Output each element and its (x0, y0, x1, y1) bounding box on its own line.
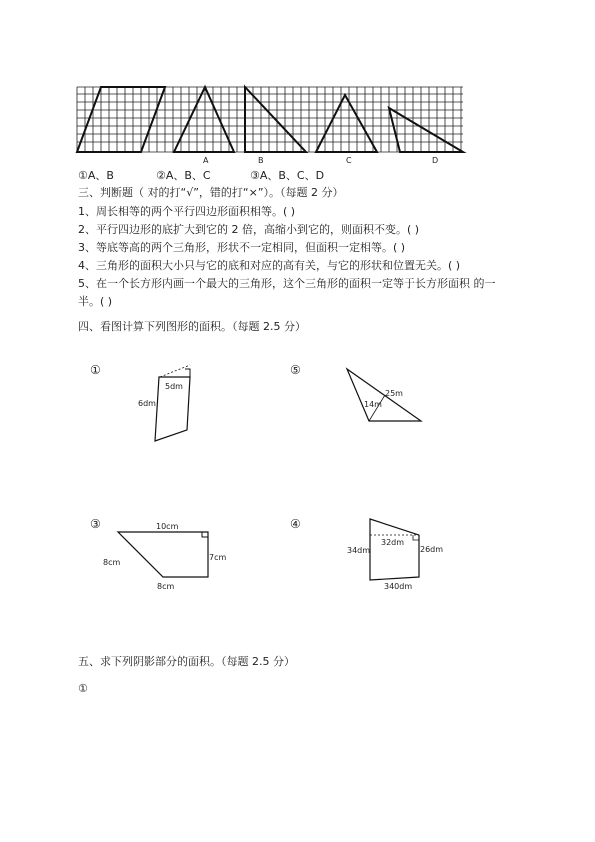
section5-item-1: ① (78, 682, 88, 695)
grid-label-d: D (432, 156, 439, 165)
answer-option-3: ③A、B、C、D (250, 169, 325, 182)
fig2-number: ⑤ (290, 363, 301, 377)
section3-title: 三、判断题（ 对的打“√”，错的打“×”）。（每题 2 分） (78, 186, 344, 199)
section3-item-2: 2、平行四边形的底扩大到它的 2 倍，高缩小到它的，则面积不变。( ) (78, 223, 420, 236)
answer-option-2: ②A、B、C (156, 169, 211, 182)
fig3-trapezoid (118, 532, 208, 577)
fig4-left-label: 34dm (347, 546, 371, 555)
fig3-bottom-label: 8cm (157, 582, 175, 591)
grid-label-a: A (203, 156, 209, 165)
section3-item-5: 5、在一个长方形内画一个最大的三角形，这个三角形的面积一定等于长方形面积 的一 (78, 277, 496, 290)
fig1-side-label: 6dm (138, 399, 156, 408)
answer-option-1: ①A、B (78, 169, 114, 182)
fig3-number: ③ (90, 517, 101, 531)
fig2-label-b: 14m (364, 400, 382, 409)
fig1-height-line (160, 365, 190, 377)
fig4-trapezoid (370, 519, 419, 580)
fig1-right-angle (185, 369, 190, 377)
fig3-left-label: 8cm (103, 558, 121, 567)
grid-triangle-d (389, 108, 463, 152)
grid-label-c: C (346, 156, 352, 165)
grid-label-b: B (258, 156, 264, 165)
fig3-top-label: 10cm (156, 522, 179, 531)
section5-title: 五、求下列阴影部分的面积。（每题 2.5 分） (78, 655, 295, 668)
fig4-right-label: 26dm (420, 545, 444, 554)
fig1-number: ① (90, 363, 101, 377)
fig4-number: ④ (290, 517, 301, 531)
section3-item-3: 3、等底等高的两个三角形，形状不一定相同，但面积一定相等。( ) (78, 241, 406, 254)
fig3-right-angle (202, 532, 208, 537)
section3-item-1: 1、周长相等的两个平行四边形面积相等。( ) (78, 205, 296, 218)
section3-item-4: 4、三角形的面积大小只与它的底和对应的高有关，与它的形状和位置无关。( ) (78, 259, 461, 272)
fig1-top-label: 5dm (165, 382, 183, 391)
fig3-right-label: 7cm (209, 553, 227, 562)
fig4-bottom-label: 340dm (384, 582, 413, 591)
fig2-triangle (347, 369, 421, 421)
fig4-top-label: 32dm (381, 538, 405, 547)
fig4-right-angle (413, 535, 419, 540)
section3-item-5-cont: 半。( ) (78, 295, 113, 308)
fig2-label-a: 25m (385, 389, 403, 398)
section4-title: 四、看图计算下列图形的面积。（每题 2.5 分） (78, 320, 306, 333)
